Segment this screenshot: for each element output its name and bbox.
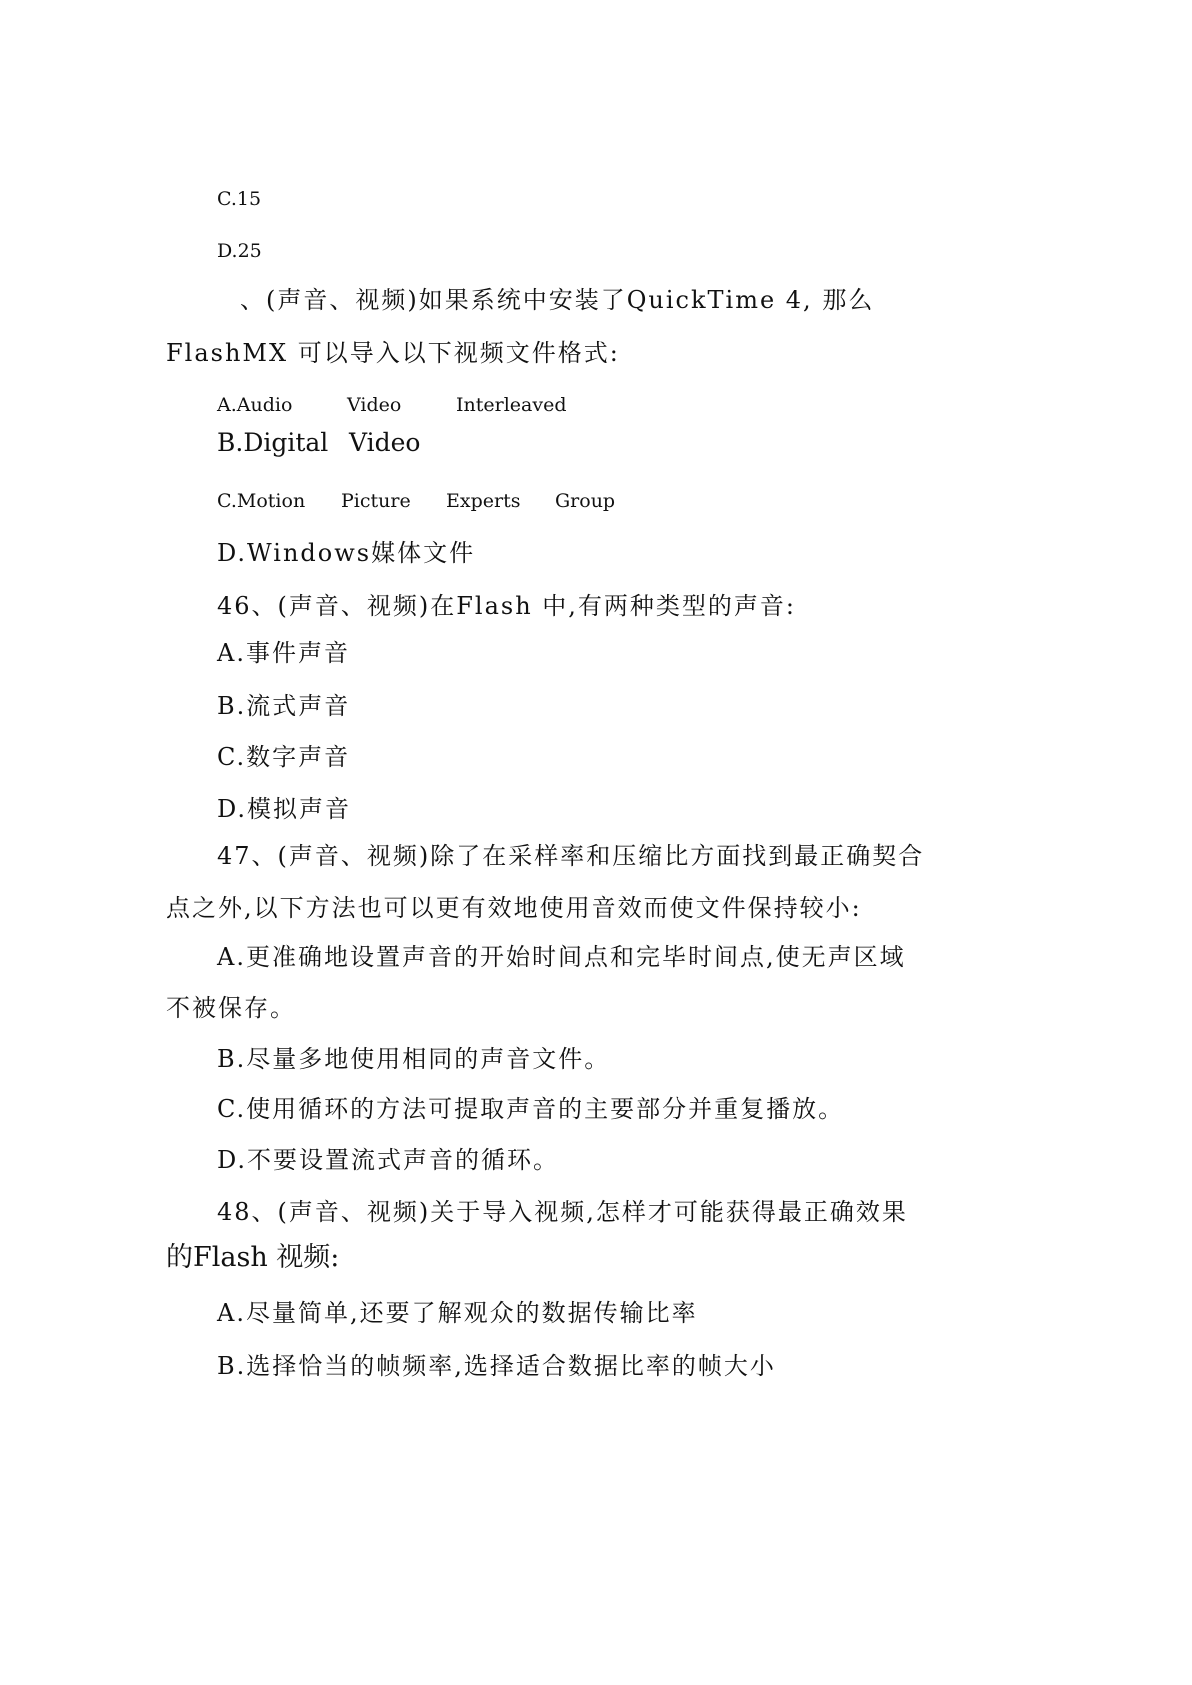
question-48-line-1: 48、(声音、视频)关于导入视频,怎样才可能获得最正确效果	[217, 1198, 908, 1226]
option-a-word-1: A.Audio	[217, 394, 293, 416]
question-46-option-b: B.流式声音	[217, 692, 351, 720]
question-45-option-a	[217, 394, 567, 416]
option-a-word-2: Video	[347, 394, 402, 416]
option-a-word-3: Interleaved	[456, 394, 567, 416]
question-48-line-2: 的Flash 视频:	[166, 1242, 340, 1273]
question-47-option-d: D.不要设置流式声音的循环。	[217, 1146, 560, 1174]
option-c-15: C.15	[217, 188, 262, 210]
question-47-line-2: 点之外,以下方法也可以更有效地使用音效而使文件保持较小:	[166, 894, 862, 922]
option-b-word-2: Video	[349, 428, 421, 457]
question-47-line-1: 47、(声音、视频)除了在采样率和压缩比方面找到最正确契合	[217, 842, 925, 870]
question-48-option-b: B.选择恰当的帧频率,选择适合数据比率的帧大小	[217, 1352, 776, 1380]
question-46: 46、(声音、视频)在Flash 中,有两种类型的声音:	[217, 592, 797, 620]
question-45-option-d: D.Windows媒体文件	[217, 539, 476, 567]
option-c-word-3: Experts	[446, 490, 521, 512]
option-c-word-2: Picture	[341, 490, 411, 512]
question-46-option-c: C.数字声音	[217, 743, 351, 771]
option-c-word-1: C.Motion	[217, 490, 306, 512]
option-c-word-4: Group	[555, 490, 616, 512]
option-b-word-1: B.Digital	[217, 428, 329, 457]
question-47-option-a-line-1: A.更准确地设置声音的开始时间点和完毕时间点,使无声区域	[217, 943, 906, 971]
question-45-option-c	[217, 490, 616, 512]
option-d-25: D.25	[217, 240, 262, 262]
question-45-line-2: FlashMX 可以导入以下视频文件格式:	[166, 339, 620, 367]
question-46-option-d: D.模拟声音	[217, 795, 352, 823]
question-48-option-a: A.尽量简单,还要了解观众的数据传输比率	[217, 1299, 698, 1327]
question-45-line-1: 、(声音、视频)如果系统中安装了QuickTime 4, 那么	[240, 286, 875, 314]
question-47-option-b: B.尽量多地使用相同的声音文件。	[217, 1045, 611, 1073]
question-46-option-a: A.事件声音	[217, 639, 350, 667]
question-47-option-c: C.使用循环的方法可提取声音的主要部分并重复播放。	[217, 1095, 845, 1123]
question-47-option-a-line-2: 不被保存。	[166, 994, 296, 1022]
question-45-option-b	[217, 428, 421, 457]
